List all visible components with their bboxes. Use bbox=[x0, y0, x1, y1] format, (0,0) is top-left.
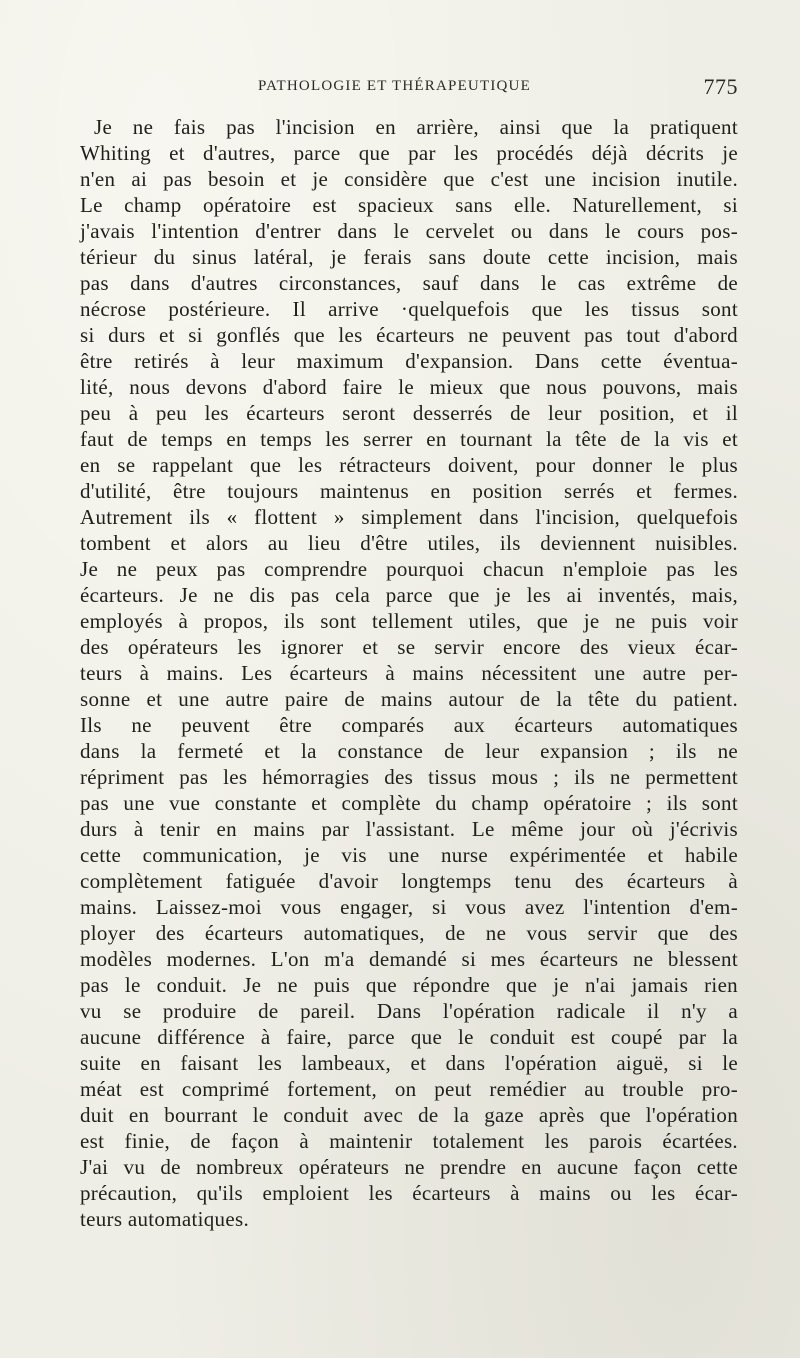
text-line: teurs automatiques. bbox=[80, 1207, 249, 1231]
text-line: sonne et une autre paire de mains autour de la tête du patient. bbox=[80, 687, 738, 711]
text-line: répriment pas les hémorragies des tissus mous ; ils ne permettent bbox=[80, 765, 738, 789]
text-line: des opérateurs les ignorer et se servir encore des vieux écar- bbox=[80, 635, 738, 659]
text-line: est finie, de façon à maintenir totalement les parois écartées. bbox=[80, 1129, 738, 1153]
text-line: suite en faisant les lambeaux, et dans l'opération aiguë, si le bbox=[80, 1051, 738, 1075]
text-line: pas le conduit. Je ne puis que répondre que je n'ai jamais rien bbox=[80, 973, 738, 997]
text-line: teurs à mains. Les écarteurs à mains nécessitent une autre per- bbox=[80, 661, 738, 685]
text-line: Whiting et d'autres, parce que par les procédés déjà décrits je bbox=[80, 141, 738, 165]
text-line: méat est comprimé fortement, on peut remédier au trouble pro- bbox=[80, 1077, 738, 1101]
text-line: faut de temps en temps les serrer en tournant la tête de la vis et bbox=[80, 427, 738, 451]
body-paragraph bbox=[80, 114, 738, 1232]
text-line: en se rappelant que les rétracteurs doivent, pour donner le plus bbox=[80, 453, 738, 477]
page-header bbox=[258, 74, 738, 100]
page-number: 775 bbox=[703, 74, 738, 99]
text-line: Je ne peux pas comprendre pourquoi chacun n'emploie pas les bbox=[80, 557, 738, 581]
text-line: j'avais l'intention d'entrer dans le cervelet ou dans le cours pos- bbox=[80, 219, 738, 243]
text-line: complètement fatiguée d'avoir longtemps tenu des écarteurs à bbox=[80, 869, 738, 893]
text-line: peu à peu les écarteurs seront desserrés de leur position, et il bbox=[80, 401, 738, 425]
text-line: durs à tenir en mains par l'assistant. Le même jour où j'écrivis bbox=[80, 817, 738, 841]
text-line: cette communication, je vis une nurse expérimentée et habile bbox=[80, 843, 738, 867]
text-line: n'en ai pas besoin et je considère que c'est une incision inutile. bbox=[80, 167, 738, 191]
text-line: Je ne fais pas l'incision en arrière, ainsi que la pratiquent bbox=[94, 115, 738, 139]
text-line: térieur du sinus latéral, je ferais sans doute cette incision, mais bbox=[80, 245, 738, 269]
text-line: nécrose postérieure. Il arrive ·quelquefois que les tissus sont bbox=[80, 297, 738, 321]
text-line: lité, nous devons d'abord faire le mieux que nous pouvons, mais bbox=[80, 375, 738, 399]
text-line: d'utilité, être toujours maintenus en position serrés et fermes. bbox=[80, 479, 738, 503]
running-title: PATHOLOGIE ET THÉRAPEUTIQUE bbox=[258, 78, 531, 94]
text-line: pas dans d'autres circonstances, sauf dans le cas extrême de bbox=[80, 271, 738, 295]
text-line: pas une vue constante et complète du champ opératoire ; ils sont bbox=[80, 791, 738, 815]
text-line: Ils ne peuvent être comparés aux écarteurs automatiques bbox=[80, 713, 738, 737]
text-line: J'ai vu de nombreux opérateurs ne prendre en aucune façon cette bbox=[80, 1155, 738, 1179]
text-line: si durs et si gonflés que les écarteurs ne peuvent pas tout d'abord bbox=[80, 323, 738, 347]
text-line: tombent et alors au lieu d'être utiles, ils deviennent nuisibles. bbox=[80, 531, 738, 555]
text-line: modèles modernes. L'on m'a demandé si mes écarteurs ne blessent bbox=[80, 947, 738, 971]
text-line: précaution, qu'ils emploient les écarteurs à mains ou les écar- bbox=[80, 1181, 738, 1205]
text-line: Autrement ils « flottent » simplement dans l'incision, quelquefois bbox=[80, 505, 738, 529]
text-line: Le champ opératoire est spacieux sans elle. Naturellement, si bbox=[80, 193, 738, 217]
text-line: ployer des écarteurs automatiques, de ne vous servir que des bbox=[80, 921, 738, 945]
text-line: dans la fermeté et la constance de leur expansion ; ils ne bbox=[80, 739, 738, 763]
text-line: mains. Laissez-moi vous engager, si vous avez l'intention d'em- bbox=[80, 895, 738, 919]
text-line: être retirés à leur maximum d'expansion. Dans cette éventua- bbox=[80, 349, 738, 373]
text-line: vu se produire de pareil. Dans l'opération radicale il n'y a bbox=[80, 999, 738, 1023]
text-line: employés à propos, ils sont tellement utiles, que je ne puis voir bbox=[80, 609, 738, 633]
text-line: écarteurs. Je ne dis pas cela parce que je les ai inventés, mais, bbox=[80, 583, 738, 607]
text-line: aucune différence à faire, parce que le conduit est coupé par la bbox=[80, 1025, 738, 1049]
text-line: duit en bourrant le conduit avec de la gaze après que l'opération bbox=[80, 1103, 738, 1127]
